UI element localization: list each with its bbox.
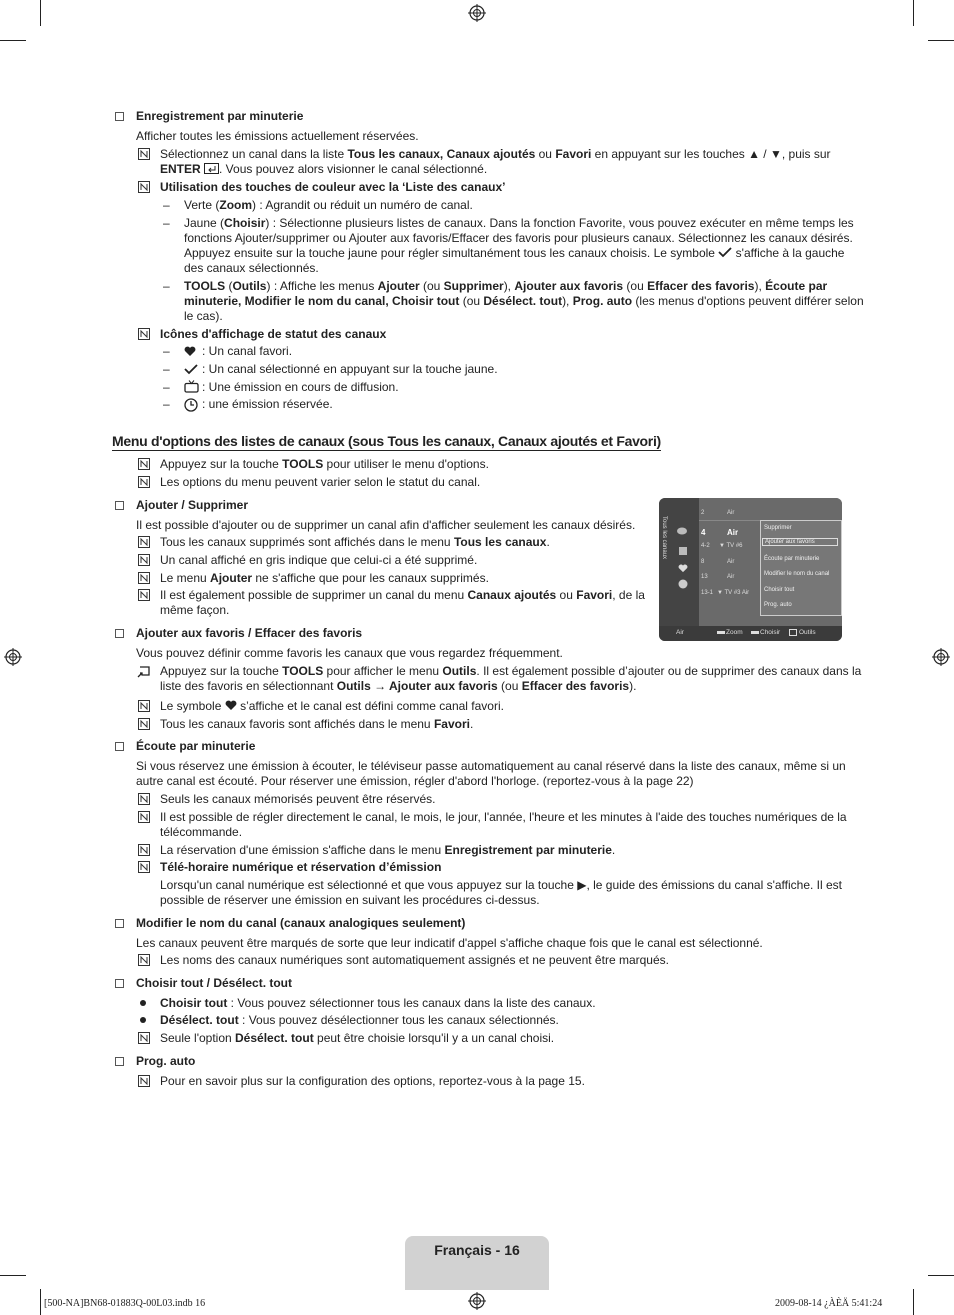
note-icon [138, 458, 150, 470]
note-icon [138, 718, 150, 730]
section-heading: Menu d'options des listes de canaux (sous Tous les canaux, Canaux ajoutés et Favori) [112, 433, 661, 449]
note-text: Il est possible de régler directement le canal, le mois, le jour, l'année, l'heure et les minutes à l'aide des touches numériques de la [160, 810, 847, 824]
list-item: Jaune (Choisir) : Sélectionne plusieurs listes de canaux. Dans la fonction Favorite, vous pouvez exécuter en même temps les [184, 216, 854, 230]
section-title: Modifier le nom du canal (canaux analogiques seulement) [136, 916, 466, 930]
list-item: Désélect. tout : Vous pouvez désélectionner tous les canaux sélectionnés. [160, 1013, 559, 1027]
note-icon [138, 954, 150, 966]
note-icon [138, 554, 150, 566]
list-item: des canaux sélectionnés. [184, 261, 319, 275]
tools-text: liste des favoris en sélectionnant Outils → Ajouter aux favoris (ou Effacer des favoris). [160, 679, 637, 693]
bullet-dot-icon [140, 1017, 146, 1023]
file-info: [500-NA]BN68-01883Q-00L03.indb 16 [44, 1298, 206, 1309]
menu-item-selected[interactable]: Ajouter aux favoris [762, 538, 838, 546]
note-text: Le symbole s’affiche et le canal est défini comme canal favori. [160, 699, 504, 713]
crop-mark [40, 1289, 41, 1315]
list-item: le cas). [184, 309, 223, 323]
print-date: 2009-08-14 ¿ÀÈÄ 5:41:24 [775, 1298, 883, 1309]
dash-bullet: – [163, 279, 170, 293]
section-title: Ajouter aux favoris / Effacer des favoris [136, 626, 363, 640]
note-text: Un canal affiché en gris indique que celui-ci a été supprimé. [160, 553, 478, 567]
list-item: : une émission réservée. [202, 397, 333, 411]
dash-bullet: – [163, 380, 170, 394]
note-icon [138, 844, 150, 856]
yellow-button-icon [751, 631, 759, 634]
note-icon [138, 181, 150, 193]
crop-mark [913, 1289, 914, 1315]
note-icon [138, 811, 150, 823]
menu-item[interactable]: Écoute par minuterie [764, 556, 820, 562]
paragraph: Afficher toutes les émissions actuellement réservées. [136, 129, 419, 143]
list-item: Verte (Zoom) : Agrandit ou réduit un numéro de canal. [184, 198, 473, 212]
note-text: Télé-horaire numérique et réservation d’émission [160, 860, 442, 874]
channel-row: 4-2 ▼ TV #6 [701, 543, 743, 549]
square-bullet-icon [115, 742, 124, 751]
note-text: même façon. [160, 603, 230, 617]
square-bullet-icon [115, 1057, 124, 1066]
check-icon [718, 247, 732, 258]
note-text: Il est également possible de supprimer un canal du menu Canaux ajoutés ou Favori, de la [160, 588, 645, 602]
note-icon [138, 1075, 150, 1087]
menu-item[interactable]: Modifier le nom du canal [764, 571, 830, 577]
channel-row: 13-1 ▼ TV #3 Air [701, 590, 750, 596]
enter-icon [204, 163, 219, 174]
section-title: Enregistrement par minuterie [136, 109, 304, 123]
menu-item[interactable]: Choisir tout [764, 587, 795, 593]
note-text: La réservation d'une émission s'affiche dans le menu Enregistrement par minuterie. [160, 843, 616, 857]
dash-bullet: – [163, 397, 170, 411]
crop-mark [928, 1275, 954, 1276]
channel-list-screenshot [659, 498, 842, 641]
clock-icon [184, 398, 198, 412]
list-item: minuterie, Modifier le nom du canal, Choisir tout (ou Désélect. tout), Prog. auto (les menus d'options peuvent différer selon [184, 294, 864, 308]
note-icon [138, 1032, 150, 1044]
paragraph: autre canal est écouté. Pour réserver une émission, régler d'abord l'horloge. (reportez-vous à la page 22) [136, 774, 694, 788]
crop-mark [40, 0, 41, 26]
tv-bar-outils: Outils [799, 629, 816, 636]
crop-mark [0, 1275, 26, 1276]
note-text: possible de réserver une émission en suivant les procédures ci-dessus. [160, 893, 540, 907]
note-text: Sélectionnez un canal dans la liste Tous les canaux, Canaux ajoutés ou Favori en appuyant sur les touches ▲ / ▼, puis sur [160, 147, 831, 161]
menu-item[interactable]: Supprimer [764, 525, 792, 531]
tools-text: Appuyez sur la touche TOOLS pour afficher le menu Outils. Il est également possible d’ajouter ou de supprimer des canaux dans la [160, 664, 862, 678]
square-bullet-icon [115, 501, 124, 510]
list-item: : Un canal sélectionné en appuyant sur la touche jaune. [202, 362, 498, 376]
note-text: Lorsqu'un canal numérique est sélectionné et que vous appuyez sur la touche ▶, le guide des émissions du canal s'affiche. Il est [160, 878, 843, 892]
tv-bar-choisir: Choisir [760, 629, 781, 636]
list-item: TOOLS (Outils) : Affiche les menus Ajouter (ou Supprimer), Ajouter aux favoris (ou Effacer des favoris), Écoute par [184, 279, 828, 293]
heart-icon [184, 346, 196, 357]
square-bullet-icon [115, 112, 124, 121]
crop-mark [913, 0, 914, 26]
crop-mark [928, 40, 954, 41]
tv-bar-source: Air [676, 629, 684, 636]
bullet-dot-icon [140, 1000, 146, 1006]
section-title: Écoute par minuterie [136, 739, 256, 753]
dash-bullet: – [163, 198, 170, 212]
tv-side-label: Tous les canaux [661, 516, 667, 560]
note-icon [138, 328, 150, 340]
channel-icon [678, 579, 688, 589]
note-text: Les noms des canaux numériques sont automatiquement assignés et ne peuvent être marqués. [160, 953, 669, 967]
section-title: Prog. auto [136, 1054, 196, 1068]
note-text: ENTER . Vous pouvez alors visionner le canal sélectionné. [160, 162, 488, 176]
tools-icon [789, 629, 797, 636]
dash-bullet: – [163, 344, 170, 358]
crop-mark [0, 40, 26, 41]
square-bullet-icon [115, 919, 124, 928]
channel-row: 13 Air [701, 574, 735, 580]
section-title: Choisir tout / Désélect. tout [136, 976, 293, 990]
note-text: Le menu Ajouter ne s'affiche que pour les canaux supprimés. [160, 571, 489, 585]
paragraph: Si vous réservez une émission à écouter, le téléviseur passe automatiquement au canal réservé dans la liste des canaux, même si un [136, 759, 846, 773]
registration-mark-icon [468, 4, 486, 22]
note-icon [138, 536, 150, 548]
note-text: Icônes d'affichage de statut des canaux [160, 327, 387, 341]
tv-bar-zoom: Zoom [726, 629, 743, 636]
heart-icon [225, 700, 237, 711]
note-icon [138, 861, 150, 873]
check-icon [184, 364, 198, 375]
tools-icon [137, 665, 151, 678]
note-icon [138, 572, 150, 584]
note-icon [138, 700, 150, 712]
note-text: Les options du menu peuvent varier selon le statut du canal. [160, 475, 481, 489]
dash-bullet: – [163, 362, 170, 376]
note-text: Tous les canaux supprimés sont affichés dans le menu Tous les canaux. [160, 535, 550, 549]
note-text: télécommande. [160, 825, 243, 839]
list-item: : Une émission en cours de diffusion. [202, 380, 399, 394]
page-number: Français - 16 [434, 1242, 520, 1258]
channel-row-selected: 4 Air [701, 528, 739, 537]
list-item: Appuyez ensuite sur la touche jaune pour régler simultanément tous les canaux choisis. Le symbole s'affiche à la gauche [184, 246, 845, 260]
note-text: Utilisation des touches de couleur avec la ‘Liste des canaux’ [160, 180, 506, 194]
satellite-icon [676, 526, 688, 536]
paragraph: Les canaux peuvent être marqués de sorte que leur indicatif d'appel s'affiche chaque fois que le canal est sélectionné. [136, 936, 763, 950]
note-text: Seuls les canaux mémorisés peuvent être réservés. [160, 792, 436, 806]
note-icon [138, 589, 150, 601]
square-bullet-icon [115, 979, 124, 988]
heart-icon [678, 564, 688, 573]
add-icon [678, 546, 688, 556]
note-text: Tous les canaux favoris sont affichés dans le menu Favori. [160, 717, 474, 731]
note-text: Appuyez sur la touche TOOLS pour utiliser le menu d'options. [160, 457, 489, 471]
note-icon [138, 148, 150, 160]
menu-item[interactable]: Prog. auto [764, 602, 792, 608]
list-item: : Un canal favori. [202, 344, 293, 358]
tv-icon [184, 380, 199, 393]
channel-row: 2 Air [701, 510, 735, 516]
note-icon [138, 476, 150, 488]
paragraph: Vous pouvez définir comme favoris les canaux que vous regardez fréquemment. [136, 646, 563, 660]
note-icon [138, 793, 150, 805]
registration-mark-icon [4, 648, 22, 666]
note-text: Seule l'option Désélect. tout peut être choisie lorsqu'il y a un canal choisi. [160, 1031, 555, 1045]
list-item: Choisir tout : Vous pouvez sélectionner tous les canaux dans la liste des canaux. [160, 996, 596, 1010]
dash-bullet: – [163, 216, 170, 230]
tv-options-menu [760, 520, 842, 616]
registration-mark-icon [468, 1292, 486, 1310]
green-button-icon [717, 631, 725, 634]
paragraph: Il est possible d'ajouter ou de supprimer un canal afin d'afficher seulement les canaux désirés. [136, 518, 636, 532]
registration-mark-icon [932, 648, 950, 666]
section-title: Ajouter / Supprimer [136, 498, 249, 512]
square-bullet-icon [115, 629, 124, 638]
note-text: Pour en savoir plus sur la configuration des options, reportez-vous à la page 15. [160, 1074, 585, 1088]
list-item: fonctions Ajouter/supprimer ou Ajouter aux favoris/Effacer des favoris pour plusieurs canaux. Sélectionnez les canaux désirés. [184, 231, 853, 245]
channel-row: 8 Air [701, 559, 735, 565]
